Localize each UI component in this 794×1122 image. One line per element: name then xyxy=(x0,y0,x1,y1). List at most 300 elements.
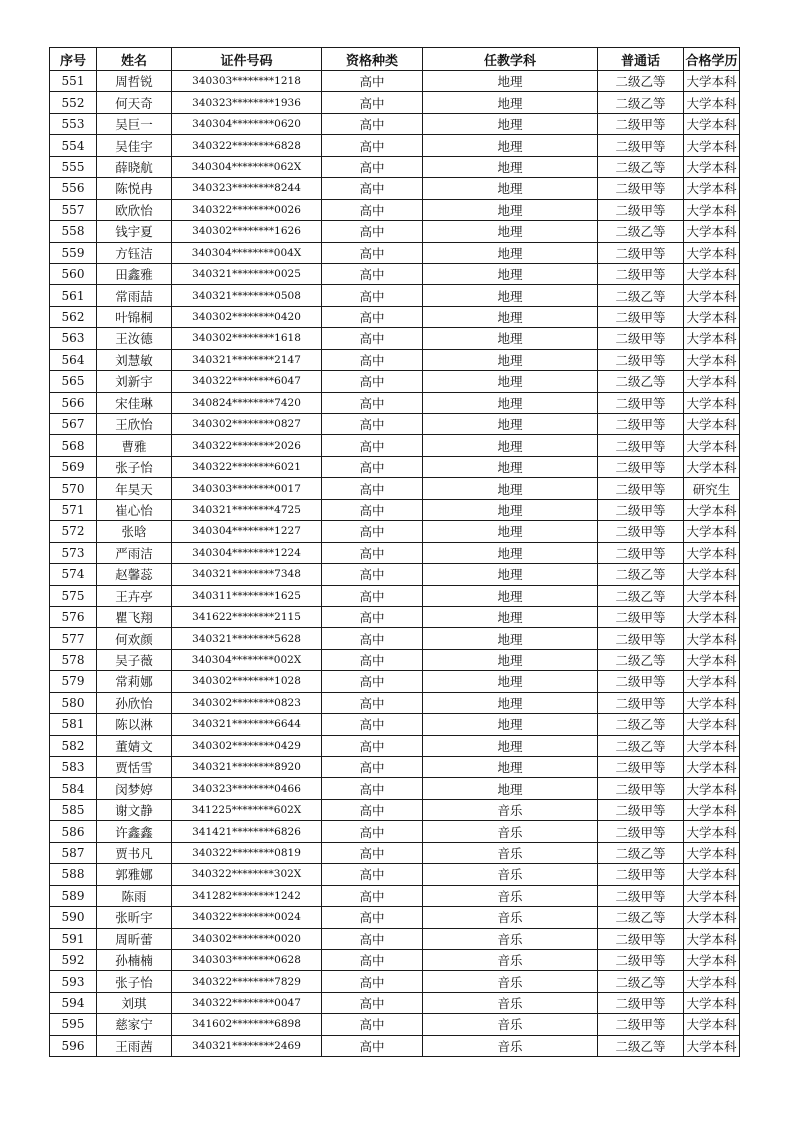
cell-id-number: 340302********0827 xyxy=(172,414,322,435)
cell-education: 大学本科 xyxy=(684,714,740,735)
cell-mandarin-level: 二级乙等 xyxy=(598,971,684,992)
table-row xyxy=(50,371,740,392)
cell-subject: 地理 xyxy=(423,778,598,799)
cell-education: 大学本科 xyxy=(684,735,740,756)
cell-education: 大学本科 xyxy=(684,178,740,199)
cell-subject: 地理 xyxy=(423,649,598,670)
header-id-number: 证件号码 xyxy=(172,48,322,71)
cell-name: 何天奇 xyxy=(97,92,172,113)
cell-subject: 音乐 xyxy=(423,907,598,928)
cell-subject: 地理 xyxy=(423,371,598,392)
cell-seq: 582 xyxy=(50,735,97,756)
cell-education: 大学本科 xyxy=(684,392,740,413)
cell-id-number: 340302********0429 xyxy=(172,735,322,756)
table-row xyxy=(50,435,740,456)
table-row xyxy=(50,907,740,928)
cell-subject: 地理 xyxy=(423,606,598,627)
cell-id-number: 340302********1626 xyxy=(172,221,322,242)
cell-name: 闵梦婷 xyxy=(97,778,172,799)
table-row xyxy=(50,178,740,199)
header-seq: 序号 xyxy=(50,48,97,71)
cell-subject: 音乐 xyxy=(423,1014,598,1035)
cell-education: 大学本科 xyxy=(684,821,740,842)
cell-name: 叶锦桐 xyxy=(97,306,172,327)
cell-mandarin-level: 二级乙等 xyxy=(598,714,684,735)
cell-id-number: 340322********302X xyxy=(172,864,322,885)
cell-education: 大学本科 xyxy=(684,692,740,713)
cell-subject: 地理 xyxy=(423,714,598,735)
cell-education: 大学本科 xyxy=(684,521,740,542)
cell-seq: 577 xyxy=(50,628,97,649)
cell-id-number: 340824********7420 xyxy=(172,392,322,413)
cell-seq: 551 xyxy=(50,71,97,92)
cell-subject: 地理 xyxy=(423,263,598,284)
cell-name: 王欣怡 xyxy=(97,414,172,435)
table-row xyxy=(50,564,740,585)
cell-education: 大学本科 xyxy=(684,285,740,306)
cell-name: 常莉娜 xyxy=(97,671,172,692)
table-row xyxy=(50,885,740,906)
header-qualification-type: 资格种类 xyxy=(322,48,423,71)
cell-seq: 575 xyxy=(50,585,97,606)
cell-mandarin-level: 二级甲等 xyxy=(598,392,684,413)
cell-id-number: 341282********1242 xyxy=(172,885,322,906)
cell-subject: 地理 xyxy=(423,735,598,756)
cell-subject: 地理 xyxy=(423,414,598,435)
cell-qualification-type: 高中 xyxy=(322,456,423,477)
cell-mandarin-level: 二级甲等 xyxy=(598,499,684,520)
cell-subject: 地理 xyxy=(423,178,598,199)
cell-subject: 音乐 xyxy=(423,949,598,970)
cell-seq: 583 xyxy=(50,757,97,778)
cell-qualification-type: 高中 xyxy=(322,1035,423,1056)
cell-education: 大学本科 xyxy=(684,949,740,970)
cell-id-number: 340321********7348 xyxy=(172,564,322,585)
cell-mandarin-level: 二级甲等 xyxy=(598,885,684,906)
cell-subject: 地理 xyxy=(423,285,598,306)
cell-name: 张子怡 xyxy=(97,456,172,477)
cell-name: 陈雨 xyxy=(97,885,172,906)
cell-id-number: 340304********1227 xyxy=(172,521,322,542)
cell-mandarin-level: 二级甲等 xyxy=(598,242,684,263)
cell-name: 宋佳琳 xyxy=(97,392,172,413)
cell-subject: 地理 xyxy=(423,435,598,456)
cell-mandarin-level: 二级甲等 xyxy=(598,414,684,435)
cell-education: 大学本科 xyxy=(684,135,740,156)
table-row xyxy=(50,992,740,1013)
cell-name: 方钰洁 xyxy=(97,242,172,263)
table-row xyxy=(50,585,740,606)
cell-education: 大学本科 xyxy=(684,306,740,327)
cell-seq: 572 xyxy=(50,521,97,542)
cell-name: 慈家宁 xyxy=(97,1014,172,1035)
cell-mandarin-level: 二级乙等 xyxy=(598,92,684,113)
cell-qualification-type: 高中 xyxy=(322,349,423,370)
cell-education: 大学本科 xyxy=(684,671,740,692)
cell-mandarin-level: 二级乙等 xyxy=(598,564,684,585)
cell-id-number: 340321********5628 xyxy=(172,628,322,649)
cell-seq: 557 xyxy=(50,199,97,220)
table-row xyxy=(50,842,740,863)
cell-name: 董婧文 xyxy=(97,735,172,756)
cell-id-number: 341602********6898 xyxy=(172,1014,322,1035)
cell-mandarin-level: 二级甲等 xyxy=(598,1014,684,1035)
cell-subject: 音乐 xyxy=(423,842,598,863)
table-row xyxy=(50,671,740,692)
cell-mandarin-level: 二级甲等 xyxy=(598,628,684,649)
cell-qualification-type: 高中 xyxy=(322,435,423,456)
cell-mandarin-level: 二级甲等 xyxy=(598,113,684,134)
cell-seq: 591 xyxy=(50,928,97,949)
cell-id-number: 340302********1618 xyxy=(172,328,322,349)
cell-education: 大学本科 xyxy=(684,242,740,263)
table-row xyxy=(50,821,740,842)
cell-qualification-type: 高中 xyxy=(322,971,423,992)
cell-seq: 553 xyxy=(50,113,97,134)
table-row xyxy=(50,799,740,820)
table-row xyxy=(50,263,740,284)
cell-name: 孙欣怡 xyxy=(97,692,172,713)
cell-qualification-type: 高中 xyxy=(322,92,423,113)
cell-education: 大学本科 xyxy=(684,414,740,435)
cell-education: 大学本科 xyxy=(684,649,740,670)
roster-page xyxy=(49,47,739,1057)
cell-education: 大学本科 xyxy=(684,499,740,520)
cell-seq: 594 xyxy=(50,992,97,1013)
cell-education: 大学本科 xyxy=(684,971,740,992)
cell-education: 大学本科 xyxy=(684,628,740,649)
cell-mandarin-level: 二级甲等 xyxy=(598,456,684,477)
cell-education: 大学本科 xyxy=(684,456,740,477)
cell-name: 薛晓航 xyxy=(97,156,172,177)
cell-qualification-type: 高中 xyxy=(322,285,423,306)
cell-seq: 579 xyxy=(50,671,97,692)
cell-qualification-type: 高中 xyxy=(322,1014,423,1035)
cell-subject: 地理 xyxy=(423,585,598,606)
cell-seq: 559 xyxy=(50,242,97,263)
table-row xyxy=(50,542,740,563)
cell-id-number: 340322********0026 xyxy=(172,199,322,220)
cell-qualification-type: 高中 xyxy=(322,864,423,885)
cell-mandarin-level: 二级乙等 xyxy=(598,585,684,606)
cell-education: 大学本科 xyxy=(684,542,740,563)
table-row xyxy=(50,499,740,520)
cell-name: 贾恬雪 xyxy=(97,757,172,778)
cell-seq: 563 xyxy=(50,328,97,349)
cell-subject: 音乐 xyxy=(423,928,598,949)
table-row xyxy=(50,456,740,477)
cell-qualification-type: 高中 xyxy=(322,735,423,756)
cell-education: 大学本科 xyxy=(684,221,740,242)
cell-mandarin-level: 二级乙等 xyxy=(598,735,684,756)
cell-seq: 576 xyxy=(50,606,97,627)
cell-mandarin-level: 二级甲等 xyxy=(598,349,684,370)
cell-seq: 564 xyxy=(50,349,97,370)
table-row xyxy=(50,221,740,242)
cell-name: 张昕宇 xyxy=(97,907,172,928)
table-row xyxy=(50,392,740,413)
cell-seq: 569 xyxy=(50,456,97,477)
cell-name: 王雨茜 xyxy=(97,1035,172,1056)
cell-mandarin-level: 二级甲等 xyxy=(598,199,684,220)
cell-seq: 560 xyxy=(50,263,97,284)
table-row xyxy=(50,328,740,349)
cell-subject: 地理 xyxy=(423,671,598,692)
cell-subject: 地理 xyxy=(423,328,598,349)
cell-subject: 音乐 xyxy=(423,992,598,1013)
cell-subject: 音乐 xyxy=(423,799,598,820)
cell-qualification-type: 高中 xyxy=(322,221,423,242)
cell-subject: 地理 xyxy=(423,456,598,477)
cell-id-number: 340304********002X xyxy=(172,649,322,670)
cell-name: 张子怡 xyxy=(97,971,172,992)
cell-seq: 552 xyxy=(50,92,97,113)
cell-mandarin-level: 二级乙等 xyxy=(598,907,684,928)
cell-qualification-type: 高中 xyxy=(322,414,423,435)
cell-subject: 地理 xyxy=(423,392,598,413)
cell-id-number: 341421********6826 xyxy=(172,821,322,842)
table-row xyxy=(50,521,740,542)
cell-seq: 587 xyxy=(50,842,97,863)
cell-seq: 595 xyxy=(50,1014,97,1035)
cell-education: 大学本科 xyxy=(684,1035,740,1056)
cell-qualification-type: 高中 xyxy=(322,606,423,627)
cell-id-number: 340304********004X xyxy=(172,242,322,263)
table-row xyxy=(50,649,740,670)
table-row xyxy=(50,714,740,735)
cell-mandarin-level: 二级乙等 xyxy=(598,371,684,392)
cell-qualification-type: 高中 xyxy=(322,392,423,413)
cell-qualification-type: 高中 xyxy=(322,821,423,842)
cell-education: 大学本科 xyxy=(684,1014,740,1035)
table-row xyxy=(50,71,740,92)
cell-id-number: 340323********0466 xyxy=(172,778,322,799)
cell-education: 大学本科 xyxy=(684,907,740,928)
cell-id-number: 340322********0024 xyxy=(172,907,322,928)
cell-id-number: 340321********4725 xyxy=(172,499,322,520)
cell-subject: 地理 xyxy=(423,349,598,370)
cell-qualification-type: 高中 xyxy=(322,842,423,863)
cell-name: 许鑫鑫 xyxy=(97,821,172,842)
cell-subject: 地理 xyxy=(423,71,598,92)
cell-subject: 音乐 xyxy=(423,885,598,906)
cell-mandarin-level: 二级甲等 xyxy=(598,135,684,156)
cell-name: 陈悦冉 xyxy=(97,178,172,199)
cell-subject: 音乐 xyxy=(423,864,598,885)
cell-name: 周哲锐 xyxy=(97,71,172,92)
cell-seq: 568 xyxy=(50,435,97,456)
cell-name: 欧欣怡 xyxy=(97,199,172,220)
cell-education: 大学本科 xyxy=(684,349,740,370)
cell-qualification-type: 高中 xyxy=(322,778,423,799)
cell-name: 王汝德 xyxy=(97,328,172,349)
cell-name: 贾书凡 xyxy=(97,842,172,863)
cell-id-number: 340304********0620 xyxy=(172,113,322,134)
table-row xyxy=(50,349,740,370)
cell-education: 大学本科 xyxy=(684,263,740,284)
cell-mandarin-level: 二级甲等 xyxy=(598,864,684,885)
cell-subject: 地理 xyxy=(423,135,598,156)
cell-qualification-type: 高中 xyxy=(322,949,423,970)
cell-name: 钱宇夏 xyxy=(97,221,172,242)
table-row xyxy=(50,864,740,885)
cell-qualification-type: 高中 xyxy=(322,585,423,606)
cell-qualification-type: 高中 xyxy=(322,521,423,542)
table-row xyxy=(50,606,740,627)
cell-seq: 586 xyxy=(50,821,97,842)
cell-mandarin-level: 二级甲等 xyxy=(598,435,684,456)
cell-seq: 573 xyxy=(50,542,97,563)
cell-education: 大学本科 xyxy=(684,371,740,392)
cell-qualification-type: 高中 xyxy=(322,71,423,92)
cell-seq: 556 xyxy=(50,178,97,199)
cell-education: 大学本科 xyxy=(684,199,740,220)
cell-id-number: 340322********7829 xyxy=(172,971,322,992)
cell-education: 大学本科 xyxy=(684,992,740,1013)
cell-seq: 588 xyxy=(50,864,97,885)
cell-subject: 音乐 xyxy=(423,971,598,992)
cell-subject: 地理 xyxy=(423,542,598,563)
table-row xyxy=(50,1035,740,1056)
cell-subject: 地理 xyxy=(423,521,598,542)
cell-mandarin-level: 二级甲等 xyxy=(598,928,684,949)
cell-mandarin-level: 二级甲等 xyxy=(598,178,684,199)
cell-id-number: 340322********2026 xyxy=(172,435,322,456)
cell-seq: 593 xyxy=(50,971,97,992)
cell-id-number: 340321********0025 xyxy=(172,263,322,284)
cell-mandarin-level: 二级乙等 xyxy=(598,285,684,306)
cell-qualification-type: 高中 xyxy=(322,649,423,670)
cell-seq: 571 xyxy=(50,499,97,520)
cell-qualification-type: 高中 xyxy=(322,328,423,349)
cell-education: 大学本科 xyxy=(684,71,740,92)
qualification-roster-table xyxy=(49,47,740,1057)
cell-seq: 566 xyxy=(50,392,97,413)
table-row xyxy=(50,113,740,134)
cell-education: 大学本科 xyxy=(684,435,740,456)
table-row xyxy=(50,735,740,756)
cell-subject: 地理 xyxy=(423,242,598,263)
cell-id-number: 340321********2147 xyxy=(172,349,322,370)
cell-mandarin-level: 二级甲等 xyxy=(598,949,684,970)
header-education: 合格学历 xyxy=(684,48,740,71)
cell-mandarin-level: 二级甲等 xyxy=(598,306,684,327)
table-row xyxy=(50,778,740,799)
cell-qualification-type: 高中 xyxy=(322,757,423,778)
cell-subject: 地理 xyxy=(423,757,598,778)
cell-name: 赵馨蕊 xyxy=(97,564,172,585)
cell-id-number: 340322********6047 xyxy=(172,371,322,392)
cell-mandarin-level: 二级甲等 xyxy=(598,606,684,627)
cell-name: 常雨喆 xyxy=(97,285,172,306)
cell-mandarin-level: 二级甲等 xyxy=(598,671,684,692)
cell-id-number: 340322********6828 xyxy=(172,135,322,156)
cell-qualification-type: 高中 xyxy=(322,671,423,692)
cell-qualification-type: 高中 xyxy=(322,306,423,327)
cell-name: 谢文静 xyxy=(97,799,172,820)
cell-name: 周昕蕾 xyxy=(97,928,172,949)
table-row xyxy=(50,757,740,778)
cell-id-number: 340321********6644 xyxy=(172,714,322,735)
cell-seq: 578 xyxy=(50,649,97,670)
cell-education: 大学本科 xyxy=(684,92,740,113)
cell-subject: 地理 xyxy=(423,306,598,327)
cell-name: 陈以淋 xyxy=(97,714,172,735)
cell-qualification-type: 高中 xyxy=(322,692,423,713)
table-row xyxy=(50,285,740,306)
cell-mandarin-level: 二级甲等 xyxy=(598,692,684,713)
cell-seq: 584 xyxy=(50,778,97,799)
cell-qualification-type: 高中 xyxy=(322,628,423,649)
cell-qualification-type: 高中 xyxy=(322,564,423,585)
cell-name: 刘慧敏 xyxy=(97,349,172,370)
cell-qualification-type: 高中 xyxy=(322,199,423,220)
cell-name: 刘琪 xyxy=(97,992,172,1013)
cell-qualification-type: 高中 xyxy=(322,542,423,563)
table-row xyxy=(50,414,740,435)
cell-qualification-type: 高中 xyxy=(322,992,423,1013)
cell-qualification-type: 高中 xyxy=(322,242,423,263)
cell-name: 崔心怡 xyxy=(97,499,172,520)
cell-qualification-type: 高中 xyxy=(322,371,423,392)
cell-id-number: 340304********1224 xyxy=(172,542,322,563)
cell-mandarin-level: 二级乙等 xyxy=(598,1035,684,1056)
cell-name: 田鑫雅 xyxy=(97,263,172,284)
cell-subject: 地理 xyxy=(423,92,598,113)
cell-education: 研究生 xyxy=(684,478,740,499)
cell-seq: 562 xyxy=(50,306,97,327)
cell-seq: 555 xyxy=(50,156,97,177)
header-subject: 任教学科 xyxy=(423,48,598,71)
cell-education: 大学本科 xyxy=(684,885,740,906)
cell-education: 大学本科 xyxy=(684,757,740,778)
cell-id-number: 340304********062X xyxy=(172,156,322,177)
cell-name: 年昊天 xyxy=(97,478,172,499)
cell-mandarin-level: 二级甲等 xyxy=(598,521,684,542)
table-row xyxy=(50,242,740,263)
cell-mandarin-level: 二级乙等 xyxy=(598,156,684,177)
cell-mandarin-level: 二级乙等 xyxy=(598,842,684,863)
cell-seq: 565 xyxy=(50,371,97,392)
cell-id-number: 340303********0628 xyxy=(172,949,322,970)
cell-qualification-type: 高中 xyxy=(322,799,423,820)
cell-name: 郭雅娜 xyxy=(97,864,172,885)
table-row xyxy=(50,92,740,113)
table-row xyxy=(50,1014,740,1035)
cell-id-number: 340323********8244 xyxy=(172,178,322,199)
cell-seq: 585 xyxy=(50,799,97,820)
cell-subject: 地理 xyxy=(423,113,598,134)
cell-qualification-type: 高中 xyxy=(322,135,423,156)
cell-education: 大学本科 xyxy=(684,864,740,885)
cell-education: 大学本科 xyxy=(684,842,740,863)
cell-education: 大学本科 xyxy=(684,585,740,606)
cell-id-number: 341622********2115 xyxy=(172,606,322,627)
cell-seq: 554 xyxy=(50,135,97,156)
cell-seq: 570 xyxy=(50,478,97,499)
cell-name: 吴子薇 xyxy=(97,649,172,670)
cell-id-number: 341225********602X xyxy=(172,799,322,820)
cell-seq: 558 xyxy=(50,221,97,242)
cell-mandarin-level: 二级乙等 xyxy=(598,649,684,670)
cell-subject: 地理 xyxy=(423,692,598,713)
cell-education: 大学本科 xyxy=(684,928,740,949)
table-row xyxy=(50,135,740,156)
cell-qualification-type: 高中 xyxy=(322,928,423,949)
cell-seq: 581 xyxy=(50,714,97,735)
cell-seq: 574 xyxy=(50,564,97,585)
table-row xyxy=(50,199,740,220)
